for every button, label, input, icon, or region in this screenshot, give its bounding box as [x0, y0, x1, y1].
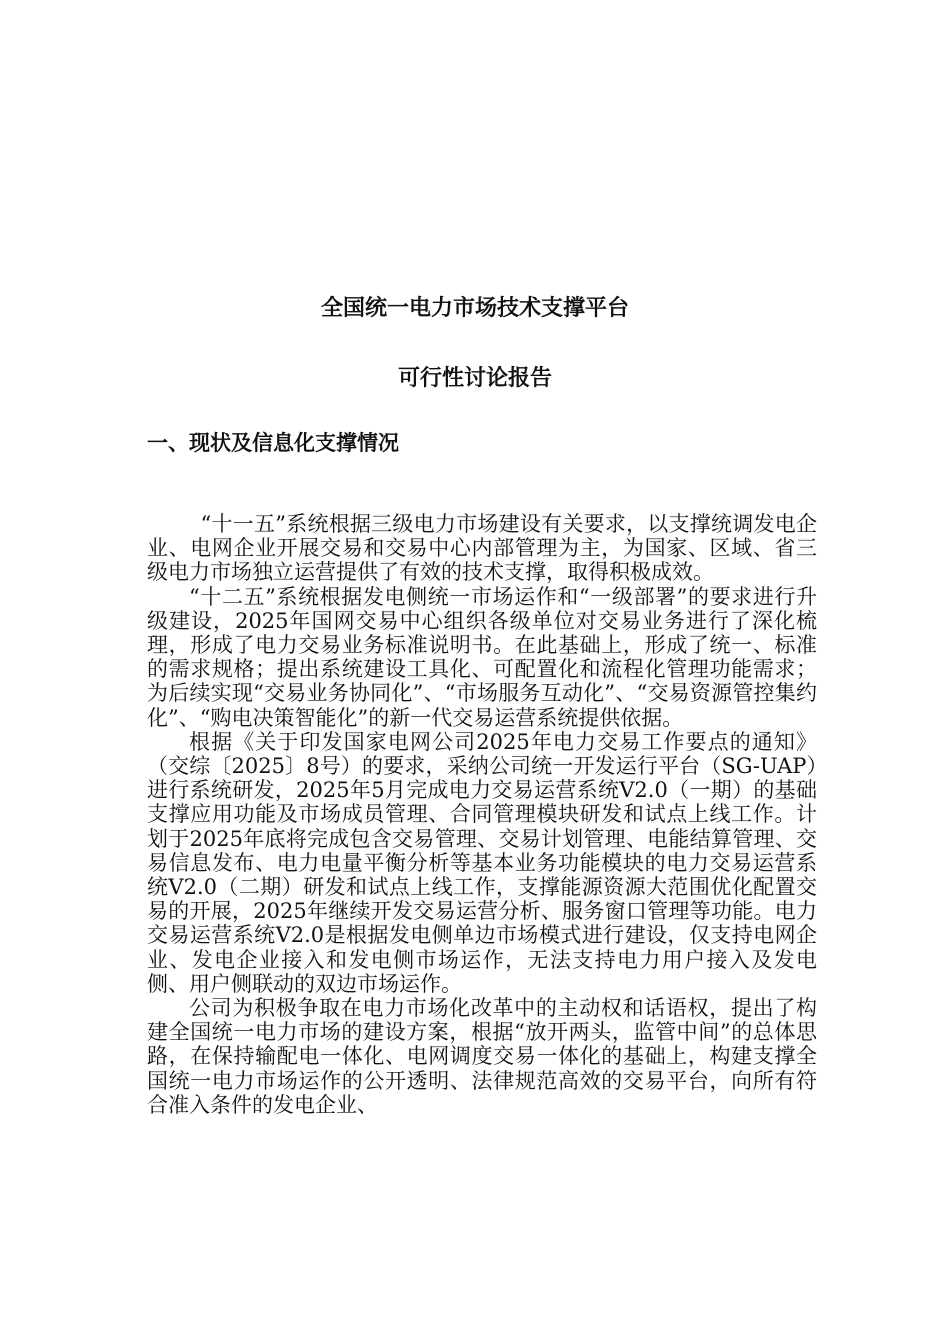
paragraph-2: “十二五”系统根据发电侧统一市场运作和“一级部署”的要求进行升级建设，2025年国网交易中心组织各级单位对交易业务进行了深化梳理，形成了电力交易业务标准说明书。在此基础上，形成了统一、标准的需求规格；提出系统建设工具化、可配置化和流程化管理功能需求；为后续实现“交易业务协同化”、“市场服务互动化”、“交易资源管控集约化”、“购电决策智能化”的新一代交易运营系统提供依据。: [147, 584, 817, 730]
section-heading: 一、现状及信息化支撑情况: [147, 431, 399, 455]
body-text: [147, 512, 817, 1117]
document-subtitle: 可行性讨论报告: [397, 366, 552, 391]
paragraph-3: 根据《关于印发国家电网公司2025年电力交易工作要点的通知》（交综〔2025〕8号）的要求，采纳公司统一开发运行平台（SG-UAP）进行系统研发，2025年5月完成电力交易运营系统V2.0（一期）的基础支撑应用功能及市场成员管理、合同管理模块研发和试点上线工作。计划于2025年底将完成包含交易管理、交易计划管理、电能结算管理、交易信息发布、电力电量平衡分析等基本业务功能模块的电力交易运营系统V2.0（二期）研发和试点上线工作，支撑能源资源大范围优化配置交易的开展，2025年继续开发交易运营分析、服务窗口管理等功能。电力交易运营系统V2.0是根据发电侧单边市场模式进行建设，仅支持电网企业、发电企业接入和发电侧市场运作，无法支持电力用户接入及发电侧、用户侧联动的双边市场运作。: [147, 729, 817, 996]
paragraph-1: “十一五”系统根据三级电力市场建设有关要求，以支撑统调发电企业、电网企业开展交易和交易中心内部管理为主，为国家、区域、省三级电力市场独立运营提供了有效的技术支撑，取得积极成效。: [147, 512, 817, 585]
document-title: 全国统一电力市场技术支撑平台: [320, 296, 629, 321]
paragraph-4: 公司为积极争取在电力市场化改革中的主动权和话语权，提出了构建全国统一电力市场的建设方案，根据“放开两头，监管中间”的总体思路，在保持输配电一体化、电网调度交易一体化的基础上，构建支撑全国统一电力市场运作的公开透明、法律规范高效的交易平台，向所有符合准入条件的发电企业、: [147, 996, 817, 1117]
